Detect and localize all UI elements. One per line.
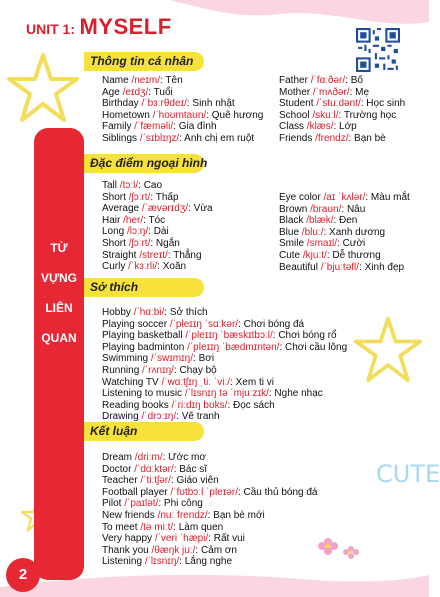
vocab-entry xyxy=(102,533,245,545)
vocab-word: Hometown xyxy=(102,109,153,121)
vocab-ipa: /braʊn/ xyxy=(310,203,342,215)
vocab-entry xyxy=(102,400,275,412)
vocab-ipa: /ˈævərɪdʒ/ xyxy=(141,203,189,215)
vocab-ipa: /neɪm/ xyxy=(131,75,161,86)
unit-label: UNIT 1: xyxy=(26,21,75,37)
vocab-meaning: : Dễ thương xyxy=(326,250,381,261)
section-title: Thông tin cá nhân xyxy=(90,54,194,68)
vocab-entry xyxy=(279,133,386,145)
vocab-ipa: /ˈbɜːrθdeɪ/ xyxy=(141,98,187,110)
vocab-ipa: /θæŋk juː/ xyxy=(151,544,196,556)
vocab-entry xyxy=(102,319,304,331)
vocab-ipa: /ˈbjuːtəfl/ xyxy=(320,261,360,273)
unit-name: MYSELF xyxy=(79,14,172,39)
vocab-meaning: : Vừa xyxy=(188,203,213,215)
vocab-meaning: : Nâu xyxy=(341,203,366,215)
vocab-ipa: /bluː/ xyxy=(301,226,324,238)
vocab-entry xyxy=(102,215,165,227)
vocab-meaning: : Giáo viên xyxy=(170,475,219,487)
vocab-meaning: : Chơi cầu lông xyxy=(279,341,348,353)
vocab-meaning: : Cầu thủ bóng đá xyxy=(237,486,318,498)
vocab-entry xyxy=(279,204,365,216)
vocab-word: Curly xyxy=(102,261,129,273)
vocab-ipa: /ˈstuːdənt/ xyxy=(316,98,361,110)
vocab-meaning: : Học sinh xyxy=(360,98,406,110)
vocab-meaning: : Thấp xyxy=(150,191,179,203)
vocab-ipa: /tɔːl/ xyxy=(119,180,139,191)
star-doodle-icon xyxy=(6,52,80,124)
vocab-word: Reading books xyxy=(102,399,172,411)
vocab-entry xyxy=(102,180,162,192)
vocab-entry xyxy=(102,522,223,534)
vocab-meaning: : Chơi bóng rổ xyxy=(272,330,337,342)
vocab-entry xyxy=(102,98,235,110)
vocab-ipa: /skuːl/ xyxy=(312,109,339,121)
vocab-meaning: : Sinh nhật xyxy=(186,98,235,110)
vocab-ipa: /ˈhɑːbi/ xyxy=(133,307,165,318)
vocab-meaning: : Dài xyxy=(148,226,169,238)
vocab-ipa: /ˈfɑːðər/ xyxy=(310,75,346,86)
vocab-entry xyxy=(102,250,202,262)
vocab-meaning: : Bơi xyxy=(193,353,215,365)
vocab-ipa: /streɪt/ xyxy=(139,249,168,261)
vocab-entry xyxy=(102,498,203,510)
vocab-word: Straight xyxy=(102,249,140,261)
vocab-ipa: /ˈlɪsnɪŋ tə ˈmjuːzɪk/ xyxy=(184,388,269,400)
qr-code-icon[interactable] xyxy=(356,28,400,72)
vocab-meaning: : Thẳng xyxy=(167,249,202,261)
vocab-ipa: /ˈpleɪɪŋ ˈsɑːkər/ xyxy=(169,318,239,330)
section-header xyxy=(84,278,204,297)
vocab-word: School xyxy=(279,109,313,121)
vocab-entry xyxy=(102,464,207,476)
vocab-word: Tall xyxy=(102,180,120,191)
vocab-entry xyxy=(279,75,363,87)
vocab-ipa: /ˈrʌnɪŋ/ xyxy=(142,365,174,376)
vocab-entry xyxy=(279,192,410,204)
vocab-ipa: /ˈpaɪlət/ xyxy=(124,498,159,510)
section-header xyxy=(84,52,204,71)
vocab-word: Watching TV xyxy=(102,376,162,388)
vocab-entry xyxy=(102,377,274,389)
vocab-meaning: : Lắng nghe xyxy=(179,556,232,568)
vocab-entry xyxy=(102,133,254,145)
vocab-word: Running xyxy=(102,365,143,376)
section-title: Kết luận xyxy=(90,424,138,438)
vocab-entry xyxy=(102,556,232,568)
vocab-ipa: /ˈveri ˈhæpi/ xyxy=(154,533,209,545)
vocab-meaning: : Xanh dương xyxy=(323,226,386,238)
vocab-meaning: : Trường học xyxy=(338,109,397,121)
vocab-entry xyxy=(279,121,357,133)
vocab-entry xyxy=(102,203,213,215)
vocab-ipa: /eɪdʒ/ xyxy=(122,86,149,98)
vocab-meaning: : Bố xyxy=(345,75,363,86)
vocab-ipa: /her/ xyxy=(123,214,144,226)
vocab-ipa: /ˈkɜːrli/ xyxy=(128,261,158,273)
section-header xyxy=(84,422,204,441)
vocab-word: Listening xyxy=(102,556,145,568)
vocab-word: Very happy xyxy=(102,533,155,545)
vocab-meaning: : Sở thích xyxy=(164,307,208,318)
vocab-word: Pilot xyxy=(102,498,125,510)
vocab-ipa: /smaɪl/ xyxy=(306,238,338,250)
vocab-meaning: : Lớp xyxy=(333,121,357,133)
vocab-word: Dream xyxy=(102,452,135,463)
vocab-meaning: : Tuổi xyxy=(148,86,173,98)
vocab-entry xyxy=(102,342,347,354)
vocab-meaning: : Bạn bè mới xyxy=(207,510,265,521)
vocab-word: Playing badminton xyxy=(102,341,188,353)
section-title: Sở thích xyxy=(90,280,139,294)
vocab-meaning: : Xem ti vi xyxy=(230,376,274,388)
vocab-entry xyxy=(102,75,183,87)
vocab-ipa: /ˈwɑːtʃɪŋ ˌtiː ˈviː/ xyxy=(161,376,231,388)
vocab-word: Age xyxy=(102,86,123,98)
vocab-meaning: : Chạy bộ xyxy=(173,365,217,376)
vocab-meaning: : Đọc sách xyxy=(227,399,275,411)
vocab-word: Black xyxy=(279,215,307,227)
vocab-meaning: : Xinh đẹp xyxy=(359,261,405,273)
vocab-ipa: /ˈtiːtʃər/ xyxy=(140,475,171,487)
vocab-meaning: : Quê hương xyxy=(206,109,264,121)
vocab-ipa: /blæk/ xyxy=(306,215,334,227)
vocab-ipa: /ˈpleɪɪŋ ˈbæskɪtbɔːl/ xyxy=(185,330,273,342)
vocab-ipa: /ˈdɑːktər/ xyxy=(134,463,174,475)
vocab-ipa: /klæs/ xyxy=(306,121,334,133)
vocab-ipa: /nuː frendz/ xyxy=(157,510,208,521)
vocab-word: Cute xyxy=(279,250,303,261)
vocab-entry xyxy=(102,330,337,342)
vocab-word: Short xyxy=(102,191,129,203)
vocab-word: Teacher xyxy=(102,475,141,487)
vocab-word: To meet xyxy=(102,521,141,533)
vocab-entry xyxy=(279,87,369,99)
vocab-ipa: /ˈfæməli/ xyxy=(134,121,174,133)
vocab-ipa: /tə miːt/ xyxy=(140,521,174,533)
cute-doodle-text: CUTE xyxy=(376,460,440,488)
vocab-entry xyxy=(102,388,323,400)
side-tab-line: QUAN xyxy=(41,331,77,345)
vocab-ipa: /frendz/ xyxy=(315,133,349,144)
side-tab-line: LIÊN xyxy=(45,301,73,315)
vocab-meaning: : Rất vui xyxy=(208,533,245,545)
vocab-word: Swimming xyxy=(102,353,151,365)
vocab-ipa: /ˈriːdɪŋ bʊks/ xyxy=(171,399,228,411)
vocab-entry xyxy=(102,121,217,133)
vocab-meaning: : Vẽ tranh xyxy=(176,411,220,423)
side-tab-line: TỪ xyxy=(50,241,68,255)
vocab-word: Student xyxy=(279,98,317,110)
vocab-ipa: /kjuːt/ xyxy=(302,250,327,261)
vocab-ipa: /driːm/ xyxy=(134,452,163,463)
vocab-ipa: /aɪ ˈkʌlər/ xyxy=(323,192,366,203)
vocab-word: Mother xyxy=(279,86,313,98)
vocab-ipa: /ˈsɪblɪŋz/ xyxy=(139,133,180,144)
vocab-word: Beautiful xyxy=(279,261,321,273)
vocab-entry xyxy=(102,192,179,204)
vocab-entry xyxy=(279,98,405,110)
vocab-entry xyxy=(279,262,404,274)
section-title: Đặc điểm ngoại hình xyxy=(90,156,208,170)
vocab-entry xyxy=(102,475,219,487)
vocab-entry xyxy=(102,452,206,464)
vocab-word: Father xyxy=(279,75,311,86)
vocab-meaning: : Tên xyxy=(160,75,183,86)
vocab-word: Average xyxy=(102,203,142,215)
vocab-word: Doctor xyxy=(102,463,135,475)
vocab-word: Friends xyxy=(279,133,316,144)
vocab-meaning: : Làm quen xyxy=(173,521,224,533)
vocab-ipa: /ʃɔːrt/ xyxy=(128,238,151,249)
vocab-ipa: /ʃɔːrt/ xyxy=(128,191,151,203)
vocab-ipa: /ˈmʌðər/ xyxy=(312,86,350,98)
vocab-entry xyxy=(102,307,208,319)
page-number: 2 xyxy=(6,558,40,592)
vocab-meaning: : Anh chị em ruột xyxy=(179,133,255,144)
vocab-word: Blue xyxy=(279,226,302,238)
vocab-entry xyxy=(102,353,214,365)
vocab-meaning: : Bạn bè xyxy=(348,133,386,144)
vocab-meaning: : Gia đình xyxy=(173,121,217,133)
vocab-ipa: /ˈlɪsnɪŋ/ xyxy=(144,556,180,568)
vocab-entry xyxy=(102,226,169,238)
vocab-ipa: /ˈswɪmɪŋ/ xyxy=(150,353,194,365)
star-doodle-icon xyxy=(352,316,424,384)
vocab-meaning: : Đen xyxy=(333,215,358,227)
vocab-entry xyxy=(102,510,265,522)
vocab-word: Hair xyxy=(102,214,124,226)
vocab-meaning: : Tóc xyxy=(143,214,166,226)
vocab-ipa: /ˈhoʊmtaʊn/ xyxy=(152,109,207,121)
vocab-meaning: : Bác sĩ xyxy=(173,463,208,475)
side-tab-line: VỰNG xyxy=(41,271,77,285)
vocab-entry xyxy=(102,238,180,250)
vocab-word: Short xyxy=(102,238,129,249)
vocab-meaning: : Cảm ơn xyxy=(195,544,237,556)
vocab-ipa: /lɔːŋ/ xyxy=(127,226,149,238)
vocab-entry xyxy=(102,545,237,557)
vocab-word: Playing basketball xyxy=(102,330,186,342)
vocab-meaning: : Xoăn xyxy=(157,261,187,273)
vocab-ipa: /ˈpleɪɪŋ ˈbædmɪntən/ xyxy=(187,341,280,353)
vocab-ipa: /ˈfʊtbɔːl ˈpleɪər/ xyxy=(170,486,238,498)
side-category-tab xyxy=(34,128,84,580)
vocab-word: Listening to music xyxy=(102,388,185,400)
vocab-word: Brown xyxy=(279,203,311,215)
vocab-entry xyxy=(102,487,317,499)
vocab-meaning: : Màu mắt xyxy=(365,192,410,203)
vocab-word: Siblings xyxy=(102,133,140,144)
vocab-word: Class xyxy=(279,121,307,133)
vocab-meaning: : Nghe nhạc xyxy=(268,388,323,400)
vocab-entry xyxy=(279,250,381,262)
vocab-word: New friends xyxy=(102,510,158,521)
vocab-word: Family xyxy=(102,121,135,133)
vocab-entry xyxy=(102,261,186,273)
vocab-entry xyxy=(102,87,173,99)
vocab-meaning: : Cao xyxy=(138,180,163,191)
vocab-meaning: : Mẹ xyxy=(349,86,370,98)
vocab-entry xyxy=(279,238,365,250)
vocab-word: Drawing xyxy=(102,411,142,423)
vocab-word: Birthday xyxy=(102,98,142,110)
vocab-meaning: : Chơi bóng đá xyxy=(238,318,305,330)
page-title xyxy=(26,14,172,40)
vocab-entry xyxy=(102,365,217,377)
vocab-entry xyxy=(102,110,263,122)
vocab-word: Smile xyxy=(279,238,307,250)
vocab-ipa: /ˈdrɔːɪŋ/ xyxy=(141,411,177,423)
vocab-word: Thank you xyxy=(102,544,152,556)
vocab-word: Long xyxy=(102,226,128,238)
vocab-word: Playing soccer xyxy=(102,318,170,330)
vocab-word: Eye color xyxy=(279,192,324,203)
vocab-word: Name xyxy=(102,75,132,86)
vocab-word: Hobby xyxy=(102,307,134,318)
vocab-entry xyxy=(279,110,396,122)
vocab-entry xyxy=(279,227,385,239)
section-header xyxy=(84,154,208,173)
vocab-meaning: : Cười xyxy=(337,238,366,250)
flowers-icon xyxy=(312,532,368,566)
vocab-entry xyxy=(279,215,357,227)
vocab-meaning: : Ngắn xyxy=(150,238,180,249)
vocab-word: Football player xyxy=(102,486,171,498)
vocab-meaning: : Phi công xyxy=(158,498,203,510)
vocab-meaning: : Ước mơ xyxy=(162,452,206,463)
